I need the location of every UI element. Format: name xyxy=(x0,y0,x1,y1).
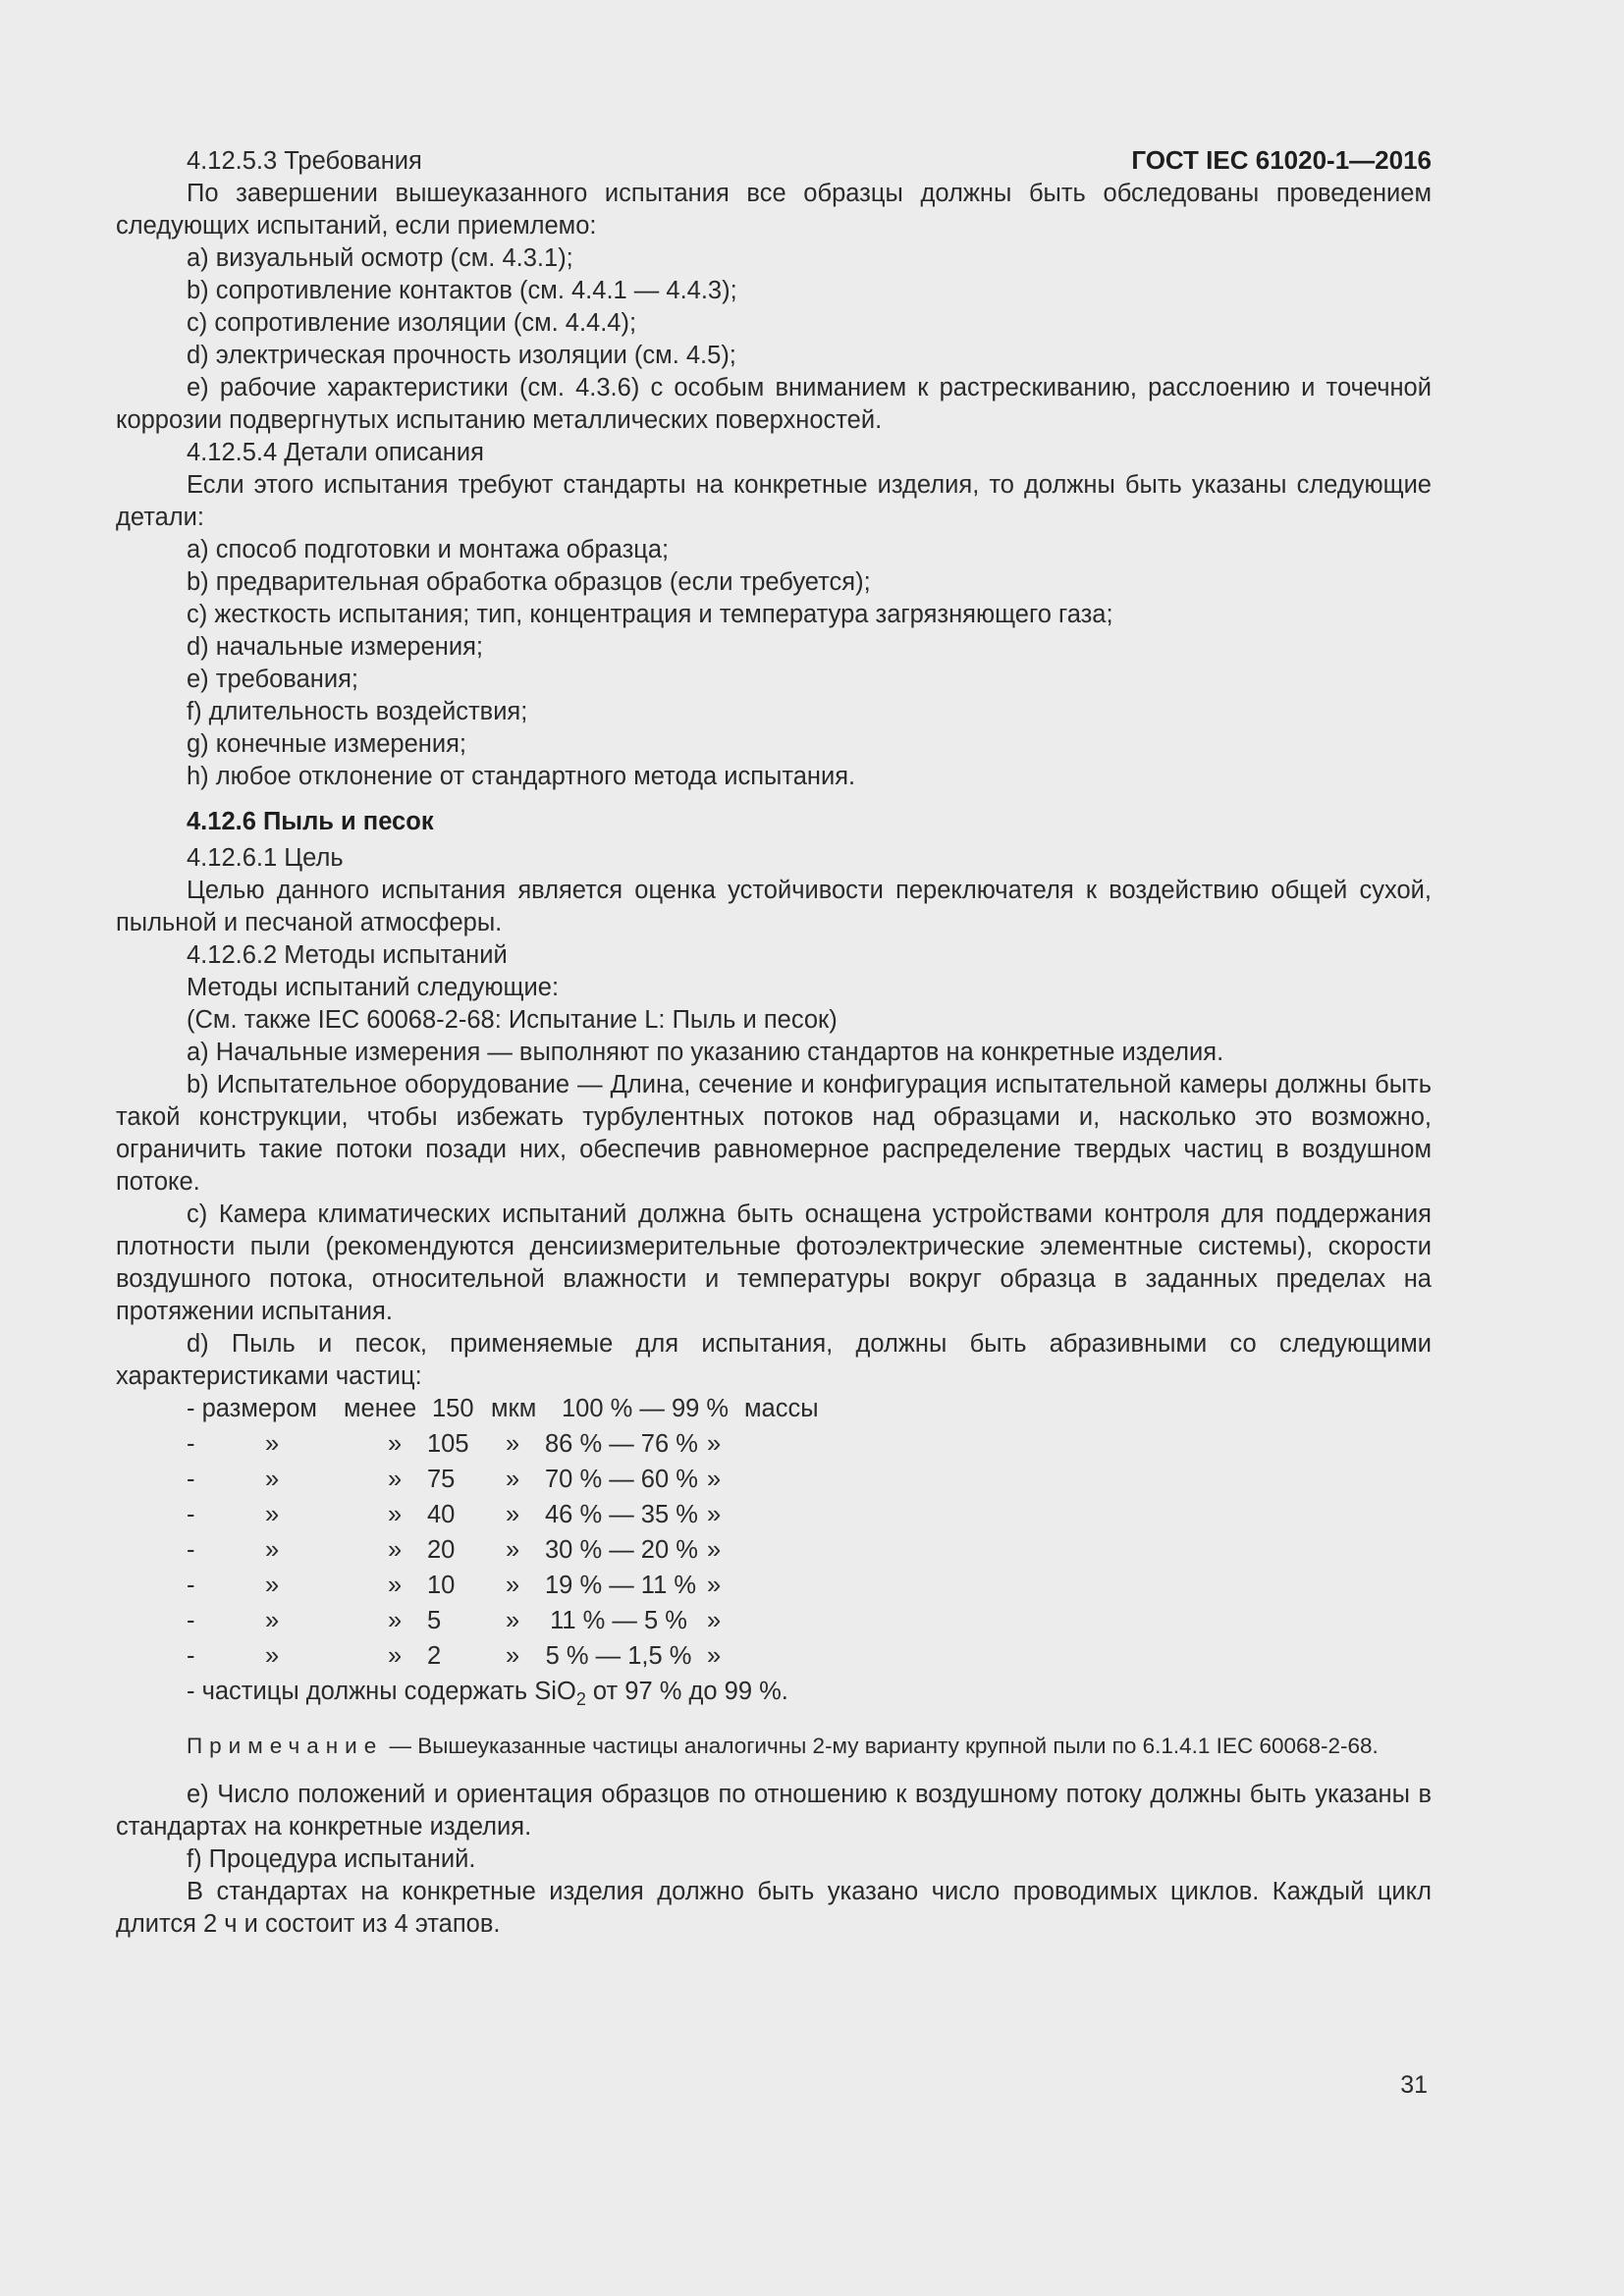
table-cell: » xyxy=(506,1536,520,1564)
table-row xyxy=(187,1570,819,1605)
table-cell: » xyxy=(265,1430,280,1458)
paragraph: e) Число положений и ориентация образцов по отношению к воздушному потоку должны быть указаны в стандартах на конкретные изделия. xyxy=(116,1781,1432,1841)
table-cell: 46 % — 35 % xyxy=(545,1501,698,1528)
table-cell: » xyxy=(506,1607,520,1634)
paragraph: b) сопротивление контактов (см. 4.4.1 — 4.4.3); xyxy=(187,277,737,304)
table-cell: 10 xyxy=(427,1572,456,1599)
table-row-wrap xyxy=(187,1499,819,1534)
note-label: Примечание xyxy=(187,1734,384,1758)
paragraph: c) жесткость испытания; тип, концентрация и температура загрязняющего газа; xyxy=(187,601,1113,628)
tail-block xyxy=(116,1779,1432,1941)
table-cell: » xyxy=(265,1536,280,1564)
table-cell: - размером xyxy=(187,1395,317,1422)
table-cell: - xyxy=(187,1466,195,1493)
table-row-wrap xyxy=(187,1570,819,1605)
table-cell: массы xyxy=(744,1395,819,1422)
paragraph: c) Камера климатических испытаний должна быть оснащена устройствами контроля для поддержания плотности пыли (рекомендуются денсиизмерительные фотоэлектрические элементные системы), скорости воздушного потока, относительной влажности и температуры вокруг образца в заданных пределах на протяжении испытания. xyxy=(116,1201,1432,1325)
table-cell: » xyxy=(388,1572,403,1599)
paragraph: Если этого испытания требуют стандарты на конкретные изделия, то должны быть указаны следующие детали: xyxy=(116,471,1432,531)
table-row xyxy=(187,1640,819,1676)
table-cell: » xyxy=(506,1572,520,1599)
sio2-tail: от 97 % до 99 %. xyxy=(585,1678,788,1705)
paragraph: a) способ подготовки и монтажа образца; xyxy=(187,536,670,563)
table-cell: 70 % — 60 % xyxy=(545,1466,698,1493)
table-cell: 150 xyxy=(432,1395,474,1422)
table-cell: - xyxy=(187,1501,195,1528)
paragraph: g) конечные измерения; xyxy=(187,730,466,758)
table-row xyxy=(187,1534,819,1570)
table-row xyxy=(187,1428,819,1464)
table-cell: » xyxy=(265,1501,280,1528)
paragraph: d) начальные измерения; xyxy=(187,633,484,661)
table-cell: » xyxy=(388,1466,403,1493)
paragraph: По завершении вышеуказанного испытания все образцы должны быть обследованы проведением следующих испытаний, если приемлемо: xyxy=(116,180,1432,240)
table-cell: » xyxy=(388,1430,403,1458)
paragraph: f) длительность воздействия; xyxy=(187,698,528,725)
table-cell: 5 xyxy=(427,1607,442,1634)
page-number: 31 xyxy=(1400,2071,1428,2099)
table-cell: 105 xyxy=(427,1430,469,1458)
table-cell: » xyxy=(707,1607,722,1634)
table-row-wrap xyxy=(187,1534,819,1570)
table-cell: 86 % — 76 % xyxy=(545,1430,698,1458)
paragraph: d) Пыль и песок, применяемые для испытания, должны быть абразивными со следующими характеристиками частиц: xyxy=(116,1330,1432,1390)
table-cell: » xyxy=(265,1466,280,1493)
table-cell: » xyxy=(506,1642,520,1670)
table-cell: - xyxy=(187,1572,195,1599)
paragraph: f) Процедура испытаний. xyxy=(187,1845,476,1873)
table-cell: » xyxy=(506,1501,520,1528)
table-cell: 5 % — 1,5 % xyxy=(545,1642,692,1670)
table-row xyxy=(187,1605,819,1640)
table-cell: » xyxy=(707,1501,722,1528)
table-cell: » xyxy=(707,1430,722,1458)
table-cell: 75 xyxy=(427,1466,456,1493)
table-cell: » xyxy=(265,1572,280,1599)
particle-size-table xyxy=(187,1393,819,1676)
paragraph: e) рабочие характеристики (см. 4.3.6) с особым вниманием к растрескиванию, расслоению и точечной коррозии подвергнутых испытанию металлических поверхностей. xyxy=(116,374,1432,434)
table-row-wrap xyxy=(187,1605,819,1640)
paragraph: e) требования; xyxy=(187,666,358,693)
table-cell: 11 % — 5 % xyxy=(550,1607,687,1634)
paragraph: В стандартах на конкретные изделия должно быть указано число проводимых циклов. Каждый цикл длится 2 ч и состоит из 4 этапов. xyxy=(116,1878,1432,1938)
table-row xyxy=(187,1393,819,1428)
table-cell: » xyxy=(388,1607,403,1634)
document-header: ГОСТ IEC 61020-1—2016 xyxy=(1131,145,1432,175)
section-heading: 4.12.6 Пыль и песок xyxy=(187,808,434,835)
paragraph: c) сопротивление изоляции (см. 4.4.4); xyxy=(187,309,637,337)
paragraph: 4.12.5.3 Требования xyxy=(187,147,422,175)
table-cell: 40 xyxy=(427,1501,456,1528)
paragraph: Целью данного испытания является оценка устойчивости переключателя к воздействию общей сухой, пыльной и песчаной атмосферы. xyxy=(116,877,1432,936)
paragraph: a) визуальный осмотр (см. 4.3.1); xyxy=(187,244,573,272)
note xyxy=(116,1732,1432,1761)
table-cell: » xyxy=(707,1642,722,1670)
document-body xyxy=(116,145,1432,1941)
paragraph: Методы испытаний следующие: xyxy=(187,974,560,1001)
paragraph: a) Начальные измерения — выполняют по указанию стандартов на конкретные изделия. xyxy=(187,1039,1224,1066)
table-cell: » xyxy=(388,1642,403,1670)
table-cell: 19 % — 11 % xyxy=(545,1572,697,1599)
paragraph: d) электрическая прочность изоляции (см. 4.5); xyxy=(187,342,736,369)
table-cell: 20 xyxy=(427,1536,456,1564)
table-row xyxy=(187,1464,819,1499)
sio2-text: - частицы должны содержать SiO xyxy=(187,1678,576,1705)
table-cell: » xyxy=(707,1536,722,1564)
sio2-subscript: 2 xyxy=(575,1689,586,1709)
table-row xyxy=(187,1499,819,1534)
table-cell: 2 xyxy=(427,1642,442,1670)
table-cell: 30 % — 20 % xyxy=(545,1536,698,1564)
table-cell: » xyxy=(388,1536,403,1564)
table-cell: - xyxy=(187,1642,195,1670)
table-cell: 100 % — 99 % xyxy=(562,1395,730,1422)
table-cell: » xyxy=(265,1642,280,1670)
paragraph: b) предварительная обработка образцов (если требуется); xyxy=(187,568,871,596)
note-text: — Вышеуказанные частицы аналогичны 2-му варианту крупной пыли по 6.1.4.1 IEC 60068-2-68. xyxy=(383,1734,1379,1758)
table-cell: менее xyxy=(344,1395,417,1422)
table-cell: - xyxy=(187,1430,195,1458)
table-cell: » xyxy=(388,1501,403,1528)
paragraph: h) любое отклонение от стандартного метода испытания. xyxy=(187,763,856,790)
table-cell: » xyxy=(506,1430,520,1458)
table-row-wrap xyxy=(187,1640,819,1676)
paragraph: 4.12.6.2 Методы испытаний xyxy=(187,941,508,969)
table-cell: - xyxy=(187,1607,195,1634)
paragraph: 4.12.5.4 Детали описания xyxy=(187,439,484,466)
sections-block xyxy=(116,145,1432,1393)
paragraph: b) Испытательное оборудование — Длина, сечение и конфигурация испытательной камеры должны быть такой конструкции, чтобы избежать турбулентных потоков над образцами и, насколько это возможно, ограничить такие потоки позади них, обеспечив равномерное распределение твердых частиц в воздушном потоке. xyxy=(116,1071,1432,1196)
table-cell: » xyxy=(707,1466,722,1493)
table-cell: » xyxy=(506,1466,520,1493)
table-row-wrap xyxy=(187,1464,819,1499)
sio2-line xyxy=(187,1676,1432,1716)
paragraph: (См. также IEC 60068-2-68: Испытание L: Пыль и песок) xyxy=(187,1006,838,1034)
paragraph: 4.12.6.1 Цель xyxy=(187,844,344,872)
table-row-wrap xyxy=(187,1428,819,1464)
table-cell: мкм xyxy=(491,1395,537,1422)
table-cell: » xyxy=(265,1607,280,1634)
table-cell: » xyxy=(707,1572,722,1599)
table-cell: - xyxy=(187,1536,195,1564)
